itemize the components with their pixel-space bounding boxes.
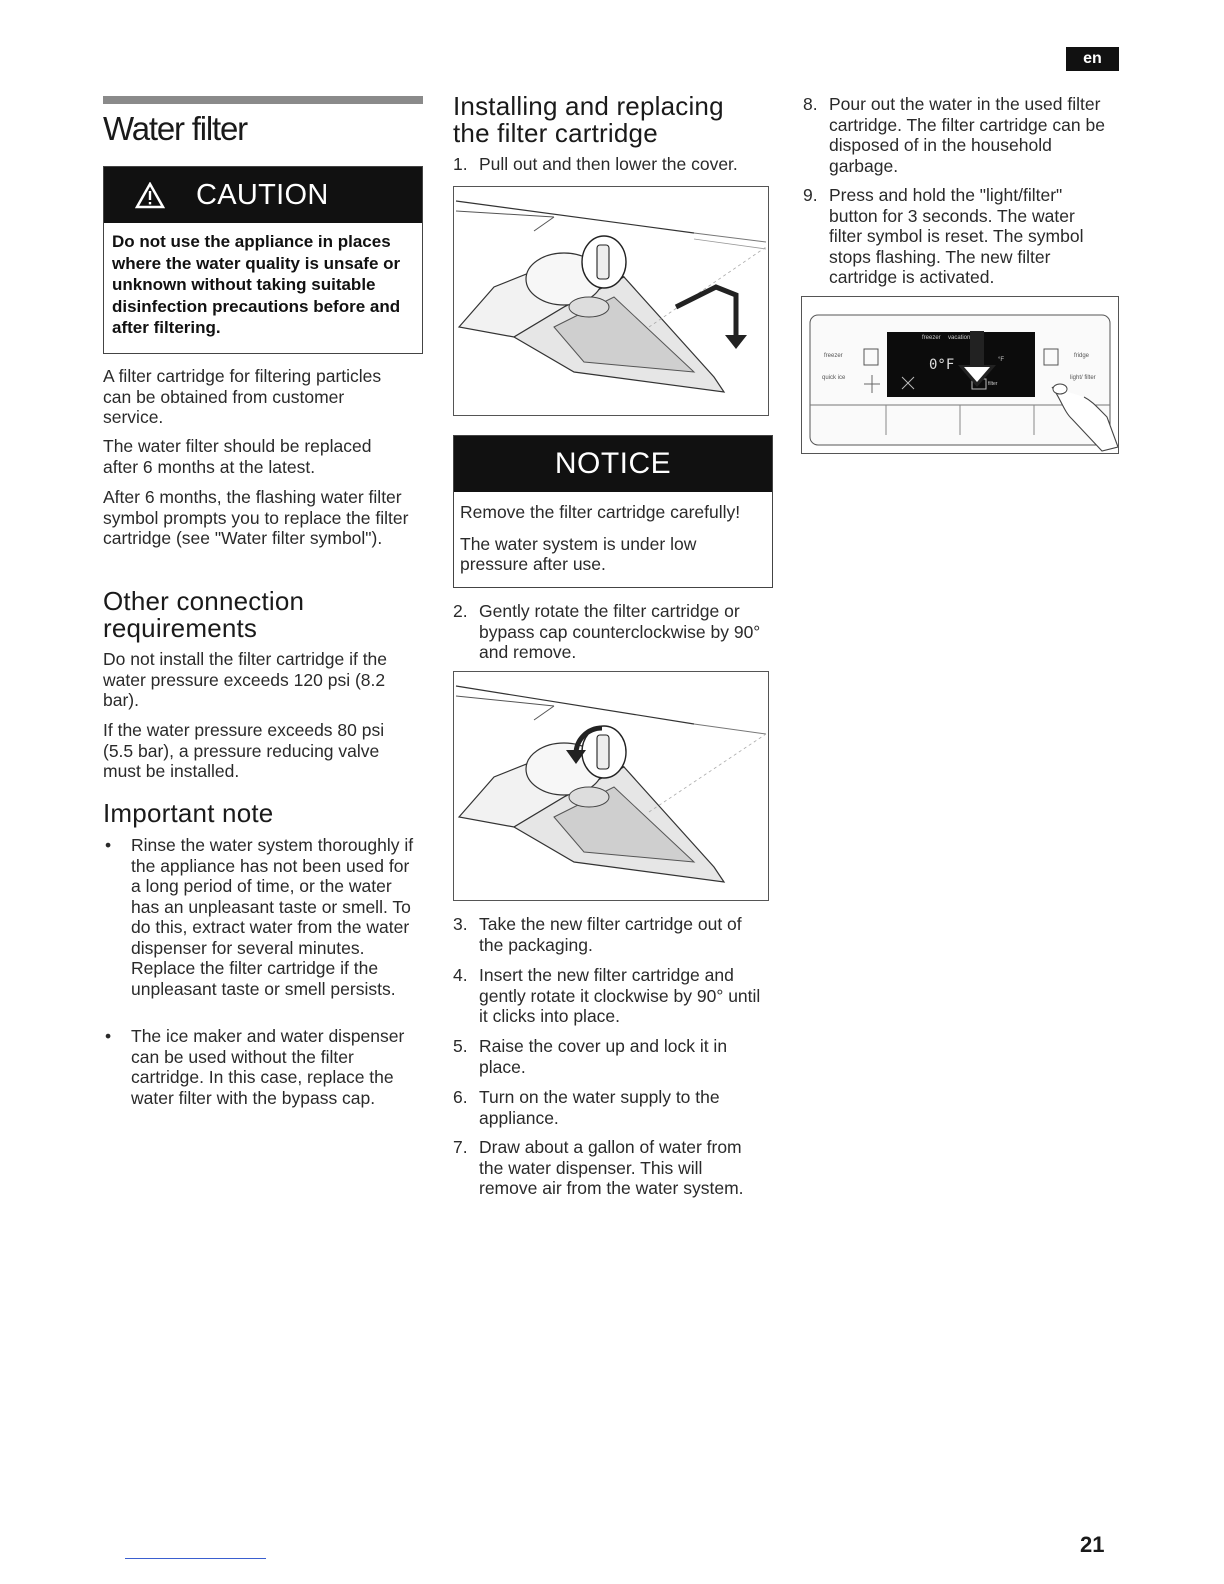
step-item: 6. Turn on the water supply to the appliance. [453, 1087, 720, 1128]
notice-title: NOTICE [454, 436, 772, 492]
figure-rotate-cartridge [453, 671, 769, 901]
panel-label-light-filter: light/ filter [1070, 375, 1096, 381]
list-item: • The ice maker and water dispenser can be used without the filter cartridge. In this case, replace the water filter with the bypass cap. [105, 1026, 405, 1108]
title-rule [103, 96, 423, 104]
caution-text: Do not use the appliance in places where the water quality is unsafe or unknown without taking suitable disinfection precautions before and after filtering. [112, 232, 401, 337]
display-unit-label: °F [998, 357, 1005, 363]
important-note-heading: Important note [103, 798, 274, 828]
step-item: 3. Take the new filter cartridge out of the packaging. [453, 914, 742, 955]
other-connection-heading: Other connection requirements [103, 586, 305, 643]
installing-heading: Installing and replacing the filter cartridge [453, 91, 724, 148]
notice-box [453, 435, 773, 588]
panel-label-fridge: fridge [1074, 353, 1090, 359]
notice-body [454, 492, 772, 587]
list-item: • Rinse the water system thoroughly if the appliance has not been used for a long period of time, or the water has an unpleasant taste or smell. To do this, extract water from the water dispenser for several minutes. Replace the filter cartridge if the unpleasant taste or smell persists. [105, 835, 414, 999]
display-filter-label: filter [988, 381, 998, 387]
step-item: 5. Raise the cover up and lock it in place. [453, 1036, 728, 1077]
page-title: Water filter [103, 110, 247, 147]
footer-rule [125, 1558, 266, 1559]
caution-header [104, 167, 422, 223]
step-item: 4. Insert the new filter cartridge and gently rotate it clockwise by 90° until it clicks into place. [453, 965, 761, 1026]
step-item: 8. Pour out the water in the used filter cartridge. The filter cartridge can be disposed of in the household garbage. [803, 94, 1105, 176]
panel-label-quick-ice: quick ice [822, 375, 846, 381]
paragraph: A filter cartridge for filtering particles can be obtained from customer service. [103, 366, 382, 427]
display-freezer-label: freezer [922, 335, 941, 341]
paragraph: Do not install the filter cartridge if the water pressure exceeds 120 psi (8.2 bar). [103, 649, 388, 710]
language-badge: en [1066, 47, 1119, 71]
display-vacation-label: vacation [948, 335, 971, 341]
notice-text: The water system is under low pressure after use. [460, 533, 697, 574]
caution-box [103, 166, 423, 354]
step-item: 7. Draw about a gallon of water from the water dispenser. This will remove air from the water system. [453, 1137, 744, 1198]
figure-control-panel [801, 296, 1119, 454]
figure-lower-cover [453, 186, 769, 416]
page-number: 21 [1080, 1532, 1105, 1557]
notice-text: Remove the filter cartridge carefully! [460, 502, 741, 522]
paragraph: If the water pressure exceeds 80 psi (5.5 bar), a pressure reducing valve must be installed. [103, 720, 385, 781]
step-item: 1. Pull out and then lower the cover. [453, 154, 738, 174]
step-item: 9. Press and hold the "light/filter" button for 3 seconds. The water filter symbol is reset. The symbol stops flashing. The new filter cartridge is activated. [803, 185, 1084, 287]
step-item: 2. Gently rotate the filter cartridge or bypass cap counterclockwise by 90° and remove. [453, 601, 761, 662]
paragraph: The water filter should be replaced after 6 months at the latest. [103, 436, 372, 477]
caution-title: CAUTION [196, 178, 329, 211]
panel-label-freezer: freezer [824, 353, 843, 359]
display-temperature: 0°F [929, 357, 955, 373]
warning-triangle-icon [104, 182, 196, 209]
paragraph: After 6 months, the flashing water filter symbol prompts you to replace the filter cartridge (see "Water filter symbol"). [103, 487, 409, 548]
